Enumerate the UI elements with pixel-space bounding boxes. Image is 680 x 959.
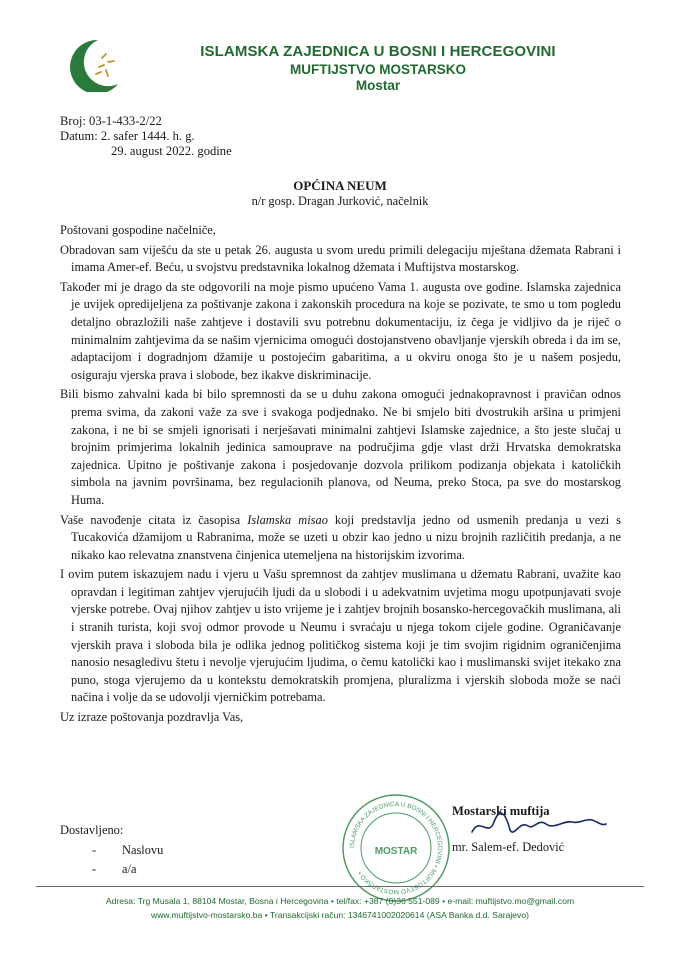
handwritten-signature-icon [468, 808, 608, 842]
organization-subunit: MUFTIJSTVO MOSTARSKO [289, 62, 466, 77]
delivery-item-1-dash: - [92, 843, 97, 857]
paragraph-4-end: koji predstavlja jedno od usmenih predanja u vezi s Tucakovića džamijom u Rabranima, može se uzeti u obzir kao jedno u nizu brojnih različitih predanja, a ne nikako kao relevatna znanstvena činjenica utemeljena na historijskim izvorima. [71, 512, 621, 562]
paragraph-5: I ovim putem iskazujem nadu i vjeru u Vašu spremnost da zahtjev muslimana u džematu Rabrani, uvažite kao opravdan i legitiman zahtjev vjerujućih ljudi da u slobodi i u adekvatnim uvjetima mogu upotpunjavati svoje vjerske potrebe. Ovaj njihov zahtjev u isto vrijeme je i zahtjev brojnih bosansko-hercegovačkih muslimana, ali i stranih turista, koji svoj odmor provode u Neumu i svraćaju u njega tokom cijele godine. Ograničavanje vjerskih prava i sloboda bila je odlika jednog političkog sistema koji je tim svojim rigidnim ograničenjima nanosio nesagledivu štetu i nevolje vjerujućim ljudima, o čemu katolički kao i muslimanski svijet itekako zna puno, stoga vjerujemo da u kontekstu demokratskih promjena, pluralizma i vjerskih sloboda može se naći načina i volje da se udovolji vjerničkim potrebama. [60, 567, 621, 705]
delivery-item-2: a/a [122, 862, 137, 876]
stamp-ring-text: ISLAMSKA ZAJEDNICA U BOSNI I HERCEGOVINI • MUFTIJSTVO MOSTARSKO • [348, 800, 444, 896]
closing: Uz izraze poštovanja pozdravlja Vas, [60, 710, 244, 725]
crescent-star-logo-icon [58, 36, 134, 92]
footer-divider [36, 886, 644, 887]
organization-city: Mostar [355, 78, 401, 93]
paragraph-2: Također mi je drago da ste odgovorili na moje pismo upućeno Vama 1. augusta ove godine. Islamska zajednica je uvijek opredijeljena za poštivanje zakona i zakonskih procedura na koje se pozivate, te smo u tom pogledu detaljno obrazložili naše zahtjeve i dostavili svu potrebnu dokumentaciju, iz čega je vidljivo da je riječ o minimalnim zahtjevima da se našim vjernicima omogući dostojanstveno obavljanje vjerskih obreda i da im se, adaptacijom i dogradnjom džamije u postojećim gabaritima, a u okviru onoga što je u našem posjedu, osiguraju vjerska prava i slobode, bez ikakve diskriminacije. [60, 279, 621, 382]
delivery-label: Dostavljeno: [60, 823, 124, 837]
signatory-name: mr. Salem-ef. Dedović [452, 840, 565, 854]
recipient-title: OPĆINA NEUM [293, 178, 387, 193]
reference-gregorian-date: 29. august 2022. godine [111, 144, 232, 158]
journal-title: Islamska misao [247, 512, 328, 527]
delivery-item-1: Naslovu [122, 843, 164, 857]
footer-web-bank: www.muftijstvo-mostarsko.ba • Transakcijski račun: 1346741002020614 (ASA Banka d.d. Sarajevo) [151, 910, 529, 920]
paragraph-1: Obradovan sam viješću da ste u petak 26. augusta u svom uredu primili delegaciju mještana džemata Rabrani i imama Amer-ef. Beću, u svojstvu predstavnika lokalnog džemata i Muftijstva mostarskog. [60, 242, 621, 275]
delivery-item-2-dash: - [92, 862, 97, 876]
stamp-center-text: MOSTAR [374, 846, 418, 857]
recipient-attention: n/r gosp. Dragan Jurković, načelnik [251, 194, 429, 208]
reference-number: Broj: 03-1-433-2/22 [60, 114, 162, 128]
paragraph-3: Bili bismo zahvalni kada bi bilo spremnosti da se u duhu zakona omogući jednakopravnost i pravičan odnos prema svima, da zakoni važe za sve i svakoga podjednako. Ne bi smjelo biti dvostrukih aršina u primjeni zakona, i ne bi se smjeli ignorisati i nerješavati minimalni zahtjevi Islamske zajednice, a što jeste slučaj u brojnim primjerima lokalnih jedinica samouprave na područjima gdje vlast drži Hrvatska demokratska zajednica. Upitno je poštivanje zakona i posjedovanje dozvola prilikom podizanja objekata i katoličkih simbola na javnim površinama, bez regulacionih planova, od Neuma, preko Stoca, pa sve do mostarskog Huma. [60, 387, 621, 507]
reference-hijri-date: Datum: 2. safer 1444. h. g. [60, 129, 195, 143]
footer-address: Adresa: Trg Musala 1, 88104 Mostar, Bosna i Hercegovina • tel/fax: +387 (0)36 551-089 • e-mail: muftijstvo.mo@gmail.com [105, 896, 575, 906]
salutation: Poštovani gospodine načelniče, [60, 223, 216, 237]
signatory-title: Mostarski muftija [452, 804, 550, 818]
paragraph-4 [60, 512, 621, 565]
letter-body [60, 222, 621, 729]
paragraph-4-start: Vaše navođenje citata iz časopisa [60, 512, 248, 527]
official-stamp-icon [340, 792, 452, 904]
organization-name: ISLAMSKA ZAJEDNICA U BOSNI I HERCEGOVINI [200, 43, 556, 60]
